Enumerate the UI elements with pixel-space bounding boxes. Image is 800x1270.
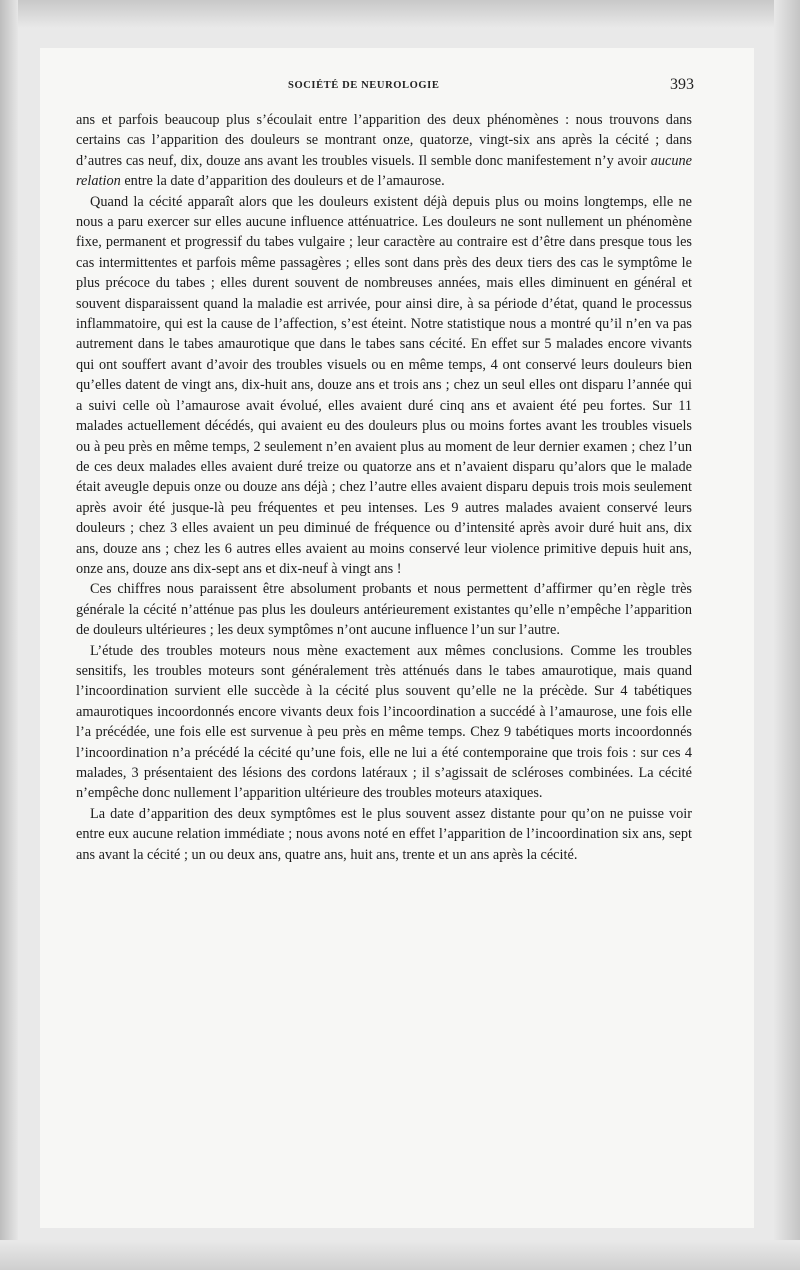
paragraph-1-before: ans et parfois beaucoup plus s’écoulait entre l’apparition des deux phénomènes : nous trouvons dans certains cas l’apparition des douleurs se montrant onze, quatorze, vingt-six ans après la cécité ; dans d’autres cas neuf, dix, douze ans avant les troubles visuels. Il semble donc manifestement n’y avoir (76, 112, 692, 169)
paragraph-4: L’étude des troubles moteurs nous mène exactement aux mêmes conclusions. Comme les troubles sensitifs, les troubles moteurs sont généralement très atténués dans le tabes amaurotique, mais quand l’incoordination survient elle succède à la cécité plus souvent qu’elle ne la précède. Sur 4 tabétiques amaurotiques incoordonnés encore vivants deux fois l’incoordination a succédé à l’amaurose, une fois elle l’a précédée, une fois elle est survenue à peu près en même temps. Chez 9 tabétiques morts incoordonnés l’incoordination n’a précédé la cécité qu’une fois, elle ne lui a été contemporaine que trois fois : sur ces 4 malades, 3 présentaient des lésions des cordons latéraux ; il s’agissait de scléroses combinées. La cécité n’empêche donc nullement l’apparition ultérieure des troubles moteurs ataxiques. (76, 642, 692, 802)
paragraph-3: Ces chiffres nous paraissent être absolument probants et nous permettent d’affirmer qu’en règle très générale la cécité n’atténue pas plus les douleurs antérieurement existantes qu’elle n’empêche l’apparition de douleurs ultérieures ; les deux symptômes n’ont aucune influence l’un sur l’autre. (76, 581, 692, 639)
paragraph-1 (76, 110, 692, 192)
page-header (76, 78, 696, 98)
paragraph-5: La date d’apparition des deux symptômes est le plus souvent assez distante pour qu’on ne puisse voir entre eux aucune relation immédiate ; nous avons noté en effet l’apparition de l’incoordination six ans, sept ans avant la cécité ; un ou deux ans, quatre ans, huit ans, trente et un ans après la cécité. (76, 805, 692, 863)
scan-shadow-bottom (0, 1240, 800, 1270)
paragraph-1-emphasis: aucune relation (76, 152, 692, 190)
scan-shadow-right (774, 0, 800, 1270)
page-number: 393 (670, 76, 694, 93)
body-text (76, 110, 692, 865)
scan-shadow-top (0, 0, 800, 28)
running-title: SOCIÉTÉ DE NEUROLOGIE (288, 80, 440, 91)
paragraph-2: Quand la cécité apparaît alors que les douleurs existent déjà depuis plus ou moins longtemps, elle ne nous a paru exercer sur elles aucune influence atténuatrice. Les douleurs ne sont nullement un phénomène fixe, permanent et progressif du tabes vulgaire ; leur caractère au contraire est d’être dans presque tous les cas intermittentes et parfois même passagères ; elles sont dans près des deux tiers des cas le symptôme le plus précoce du tabes ; elles durent souvent de nombreuses années, mais elles diminuent en général et souvent disparaissent quand la maladie est arrivée, pour ainsi dire, à sa période d’état, quand le processus inflammatoire, qui est la cause de l’affection, s’est éteint. Notre statistique nous a montré qu’il n’en va pas autrement dans le tabes amaurotique que dans le tabes sans cécité. En effet sur 5 malades encore vivants qui ont souffert avant d’avoir des troubles visuels ou en même temps, 4 ont conservé leurs douleurs bien qu’elles datent de vingt ans, dix-huit ans, douze ans et trois ans ; chez un seul elles ont disparu l’année qui a suivi celle où l’amaurose avait évolué, elles avaient duré cinq ans et avaient été peu fortes. Sur 11 malades actuellement décédés, qui avaient eu des douleurs plus ou moins fortes avant les troubles visuels ou à peu près en même temps, 2 seulement n’en avaient plus au moment de leur dernier examen ; chez l’un de ces deux malades elles avaient duré treize ou quatorze ans et n’avaient disparu qu’alors que le malade était aveugle depuis onze ou douze ans déjà ; chez l’autre elles avaient disparu depuis trois mois seulement après avoir été jusque-là peu fréquentes et peu intenses. Les 9 autres malades avaient conservé leurs douleurs ; chez 3 elles avaient un peu diminué de fréquence ou d’intensité après avoir duré huit ans, dix ans, douze ans ; chez les 6 autres elles avaient au moins conservé leur violence primitive depuis huit ans, onze ans, douze ans dix-sept ans et dix-neuf à vingt ans ! (76, 193, 692, 577)
paragraph-1-after: entre la date d’apparition des douleurs et de l’amaurose. (120, 173, 445, 190)
scan-shadow-left (0, 0, 18, 1270)
